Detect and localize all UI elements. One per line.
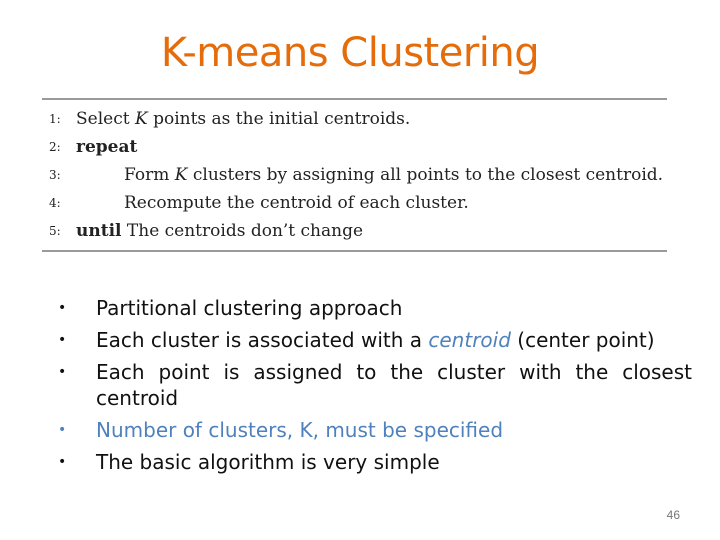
algorithm-text [76,218,363,244]
bullet-item [52,327,692,353]
keyword-until: until [76,221,122,241]
algorithm-text-part: Form [124,165,175,185]
algorithm-text-part: The centroids don’t change [121,221,364,241]
variable-k: K [174,165,188,185]
bullet-text: Number of clusters, K, must be specified [96,418,504,442]
line-number: 1: [49,112,61,126]
algorithm-text: Recompute the centroid of each cluster. [124,193,469,213]
bullet-item [52,417,692,443]
line-number: 3: [49,168,61,182]
bullet-text: Partitional clustering approach [96,296,403,320]
bullet-dot: • [58,422,67,438]
bullet-item [52,449,692,475]
algorithm-text-part: Select [76,109,135,129]
bullet-text-continued: centroid [96,386,179,410]
bullet-dot: • [58,454,67,470]
variable-k: K [134,109,148,129]
highlighted-term: centroid [428,328,511,352]
algorithm-text-part: points as the initial centroids. [147,109,411,129]
bullet-item [52,295,692,321]
algorithm-box [42,98,667,252]
slide-title: K-means Clustering [160,30,540,76]
bullet-list [52,295,692,481]
bullet-text: (center point) [510,328,655,352]
algorithm-text-part: clusters by assigning all points to the closest centroid. [187,165,664,185]
algorithm-text [124,162,663,188]
bullet-dot: • [58,332,67,348]
bullet-text: The basic algorithm is very simple [96,450,440,474]
algorithm-text [76,106,410,132]
bullet-text: Each cluster is associated with a [96,328,429,352]
page-number: 46 [666,508,680,522]
bullet-text: Each point is assigned to the cluster with the closest [96,360,692,384]
bullet-item [52,359,692,411]
keyword-repeat: repeat [76,137,138,157]
line-number: 2: [49,140,61,154]
bullet-dot: • [58,364,67,380]
bullet-dot: • [58,300,67,316]
line-number: 5: [49,224,61,238]
line-number: 4: [49,196,61,210]
